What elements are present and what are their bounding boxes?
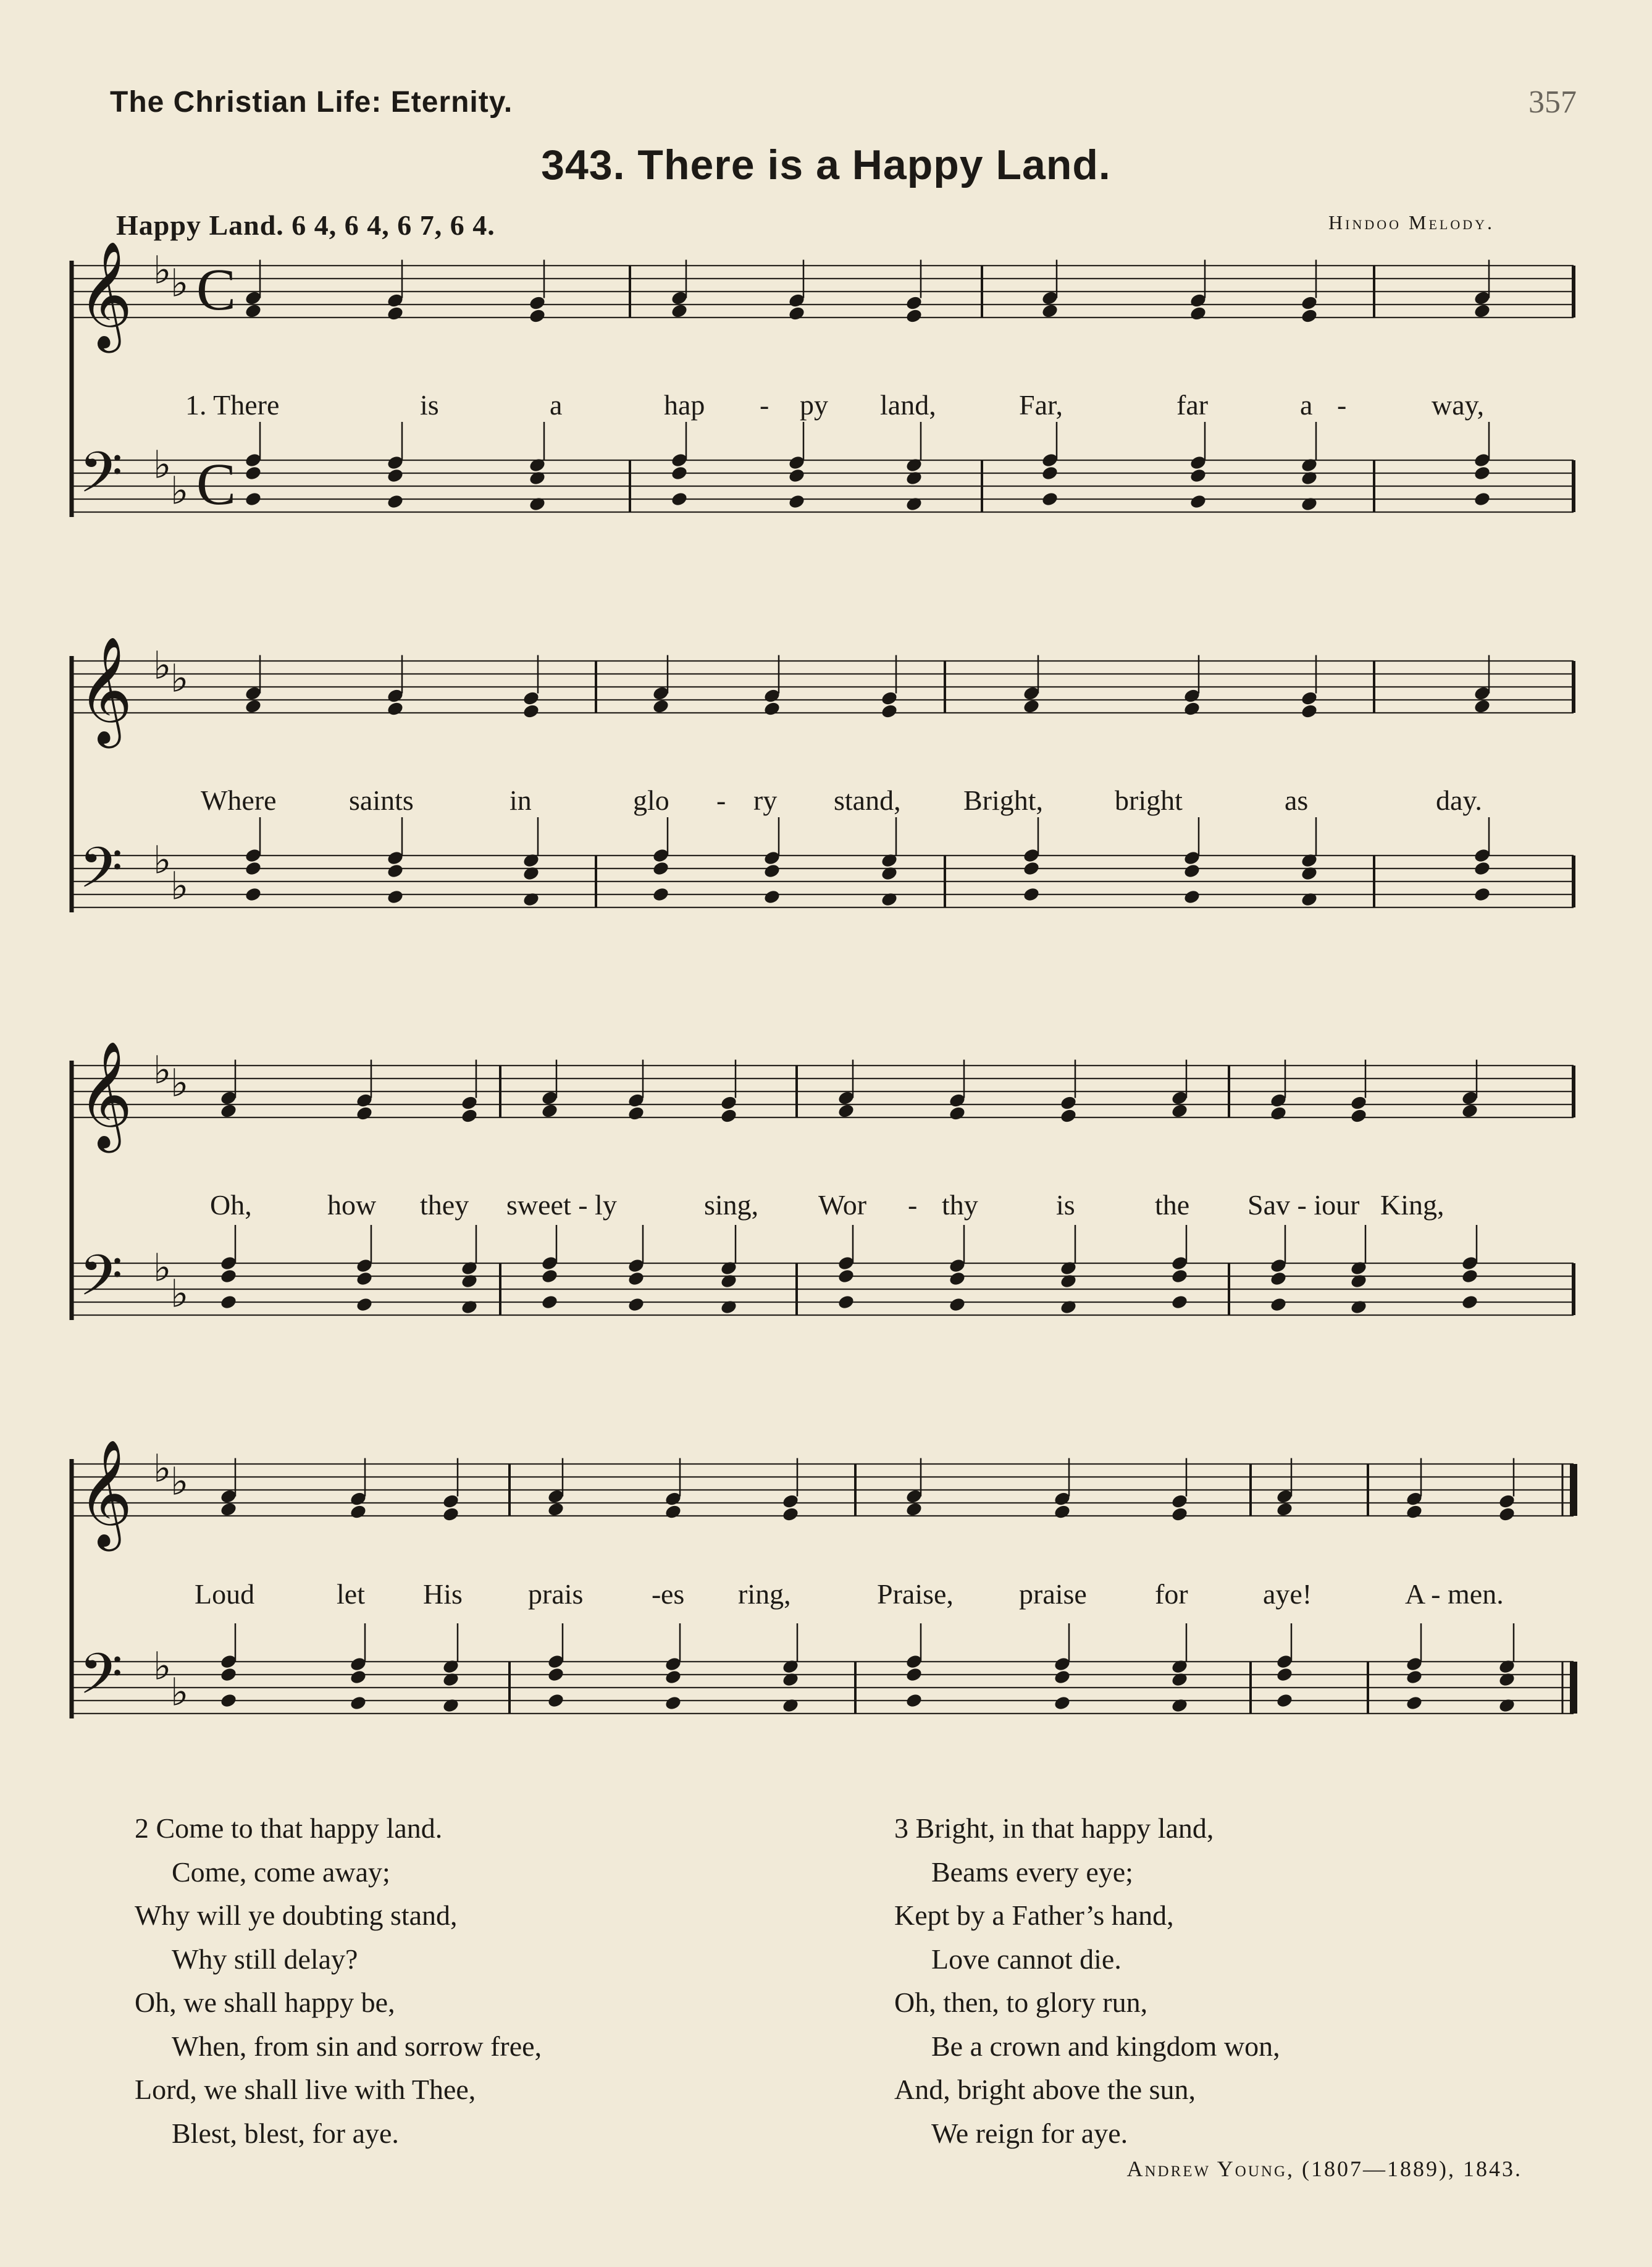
lyric-syllable: Far, xyxy=(1019,389,1063,421)
flat-treble-2-b: ♭ xyxy=(170,655,189,701)
flat-treble-4-a: ♭ xyxy=(153,1445,172,1491)
page-number: 357 xyxy=(1528,85,1577,120)
note-4-5-bass-2 xyxy=(664,1669,682,1685)
note-1-5-bass-2 xyxy=(787,468,805,484)
lyric-syllable: they xyxy=(420,1189,469,1221)
verse-2 xyxy=(135,1807,542,2155)
lyric-syllable: Bright, xyxy=(963,784,1044,816)
note-4-7-bass-3 xyxy=(905,1693,923,1709)
note-2-6-bass-3 xyxy=(880,891,898,907)
lyric-syllable: His xyxy=(423,1578,463,1610)
note-3-11-bass-2 xyxy=(1269,1271,1287,1287)
note-3-2-bass-3 xyxy=(355,1297,373,1313)
flat-treble-2-a: ♭ xyxy=(153,642,172,688)
note-2-7-treble-2 xyxy=(1022,698,1040,714)
note-2-6-bass-2 xyxy=(880,865,898,881)
note-1-6-treble-2 xyxy=(905,308,923,324)
note-4-11-treble-2 xyxy=(1405,1504,1423,1520)
note-2-6-treble-2 xyxy=(880,703,898,719)
flat-treble-4-b: ♭ xyxy=(170,1458,189,1504)
lyric-syllable: land, xyxy=(880,389,936,421)
treble-clef-2: 𝄞 xyxy=(78,636,133,744)
note-2-7-bass-3 xyxy=(1022,886,1040,902)
note-1-3-treble-2 xyxy=(528,308,546,324)
note-2-10-bass-3 xyxy=(1473,886,1491,902)
note-1-6-bass-3 xyxy=(905,496,923,512)
lyric-syllable: - xyxy=(716,784,726,816)
lyric-syllable: - xyxy=(652,1578,661,1610)
tune-name-meter: Happy Land. 6 4, 6 4, 6 7, 6 4. xyxy=(116,209,495,241)
lyric-syllable: aye! xyxy=(1263,1578,1312,1610)
note-3-12-treble-2 xyxy=(1349,1108,1367,1124)
lyric-syllable: Loud xyxy=(195,1578,255,1610)
lyric-syllable: prais xyxy=(528,1578,584,1610)
note-3-4-treble-2 xyxy=(540,1103,558,1119)
note-2-8-bass-2 xyxy=(1183,863,1201,879)
note-1-7-treble-2 xyxy=(1041,303,1059,319)
note-2-2-bass-3 xyxy=(386,889,404,905)
verse-line: 2 Come to that happy land. xyxy=(135,1812,443,1844)
lyric-syllable: - xyxy=(908,1189,918,1221)
lyric-syllable: 1. There xyxy=(185,389,280,421)
note-2-9-bass-3 xyxy=(1300,891,1318,907)
verse-line: Blest, blest, for aye. xyxy=(172,2117,399,2149)
lyric-syllable: the xyxy=(1155,1189,1190,1221)
note-3-9-bass-2 xyxy=(1059,1273,1077,1289)
bass-clef-1: 𝄢 xyxy=(79,440,123,519)
note-4-8-treble-2 xyxy=(1053,1504,1071,1520)
treble-clef-1: 𝄞 xyxy=(78,241,133,348)
note-2-4-treble-2 xyxy=(652,698,669,714)
note-4-2-treble-2 xyxy=(349,1504,367,1520)
note-4-6-bass-3 xyxy=(781,1697,799,1714)
note-2-5-bass-2 xyxy=(763,863,781,879)
lyric-syllable: sweet - ly xyxy=(506,1189,617,1221)
note-2-1-bass-2 xyxy=(244,860,262,877)
note-2-5-bass-3 xyxy=(763,889,781,905)
flat-bass-3-b: ♭ xyxy=(170,1271,189,1316)
verse-line: Love cannot die. xyxy=(931,1943,1122,1975)
note-3-3-bass-2 xyxy=(460,1273,478,1289)
note-4-11-bass-3 xyxy=(1405,1695,1423,1711)
note-3-1-bass-3 xyxy=(219,1294,237,1310)
flat-treble-3-b: ♭ xyxy=(170,1060,189,1106)
lyric-syllable: - xyxy=(760,389,769,421)
note-1-8-treble-2 xyxy=(1189,305,1207,321)
note-1-2-bass-2 xyxy=(386,468,404,484)
note-2-9-bass-2 xyxy=(1300,865,1318,881)
note-2-4-bass-3 xyxy=(652,886,669,902)
note-4-10-treble-2 xyxy=(1275,1501,1293,1517)
lyric-syllable: - xyxy=(1337,389,1347,421)
note-2-3-bass-2 xyxy=(522,865,540,881)
lyric-syllable: stand, xyxy=(834,784,901,816)
note-4-12-treble-2 xyxy=(1498,1506,1516,1522)
note-3-10-bass-2 xyxy=(1170,1268,1188,1284)
verse-line: Why will ye doubting stand, xyxy=(135,1899,458,1931)
note-3-1-bass-2 xyxy=(219,1268,237,1284)
note-4-10-bass-2 xyxy=(1275,1667,1293,1683)
note-3-5-treble-2 xyxy=(627,1105,645,1121)
lyric-syllable: Praise, xyxy=(877,1578,954,1610)
note-3-13-bass-2 xyxy=(1461,1268,1478,1284)
note-2-3-treble-2 xyxy=(522,703,540,719)
note-4-9-bass-2 xyxy=(1170,1672,1188,1688)
note-4-7-bass-2 xyxy=(905,1667,923,1683)
note-2-1-treble-2 xyxy=(244,698,262,714)
verse-line: When, from sin and sorrow free, xyxy=(172,2030,542,2062)
note-1-5-treble-2 xyxy=(787,305,805,321)
note-1-10-treble-2 xyxy=(1473,303,1491,319)
lyric-syllable: thy xyxy=(942,1189,978,1221)
note-3-9-treble-2 xyxy=(1059,1108,1077,1124)
note-4-5-bass-3 xyxy=(664,1695,682,1711)
note-1-10-bass-2 xyxy=(1473,465,1491,481)
note-4-8-bass-2 xyxy=(1053,1669,1071,1685)
note-1-3-bass-2 xyxy=(528,470,546,486)
note-2-5-treble-2 xyxy=(763,700,781,717)
lyric-syllable: glo xyxy=(633,784,669,816)
note-3-13-bass-3 xyxy=(1461,1294,1478,1310)
flat-treble-1-a: ♭ xyxy=(153,247,172,293)
lyric-syllable: let xyxy=(337,1578,365,1610)
note-2-2-bass-2 xyxy=(386,863,404,879)
note-3-5-bass-2 xyxy=(627,1271,645,1287)
lyric-syllable: Sav - iour xyxy=(1247,1189,1360,1221)
lyric-syllable: Where xyxy=(201,784,277,816)
flat-treble-1-b: ♭ xyxy=(170,260,189,306)
note-4-6-treble-2 xyxy=(781,1506,799,1522)
note-1-8-bass-2 xyxy=(1189,468,1207,484)
note-3-1-treble-2 xyxy=(219,1103,237,1119)
note-2-10-treble-2 xyxy=(1473,698,1491,714)
note-2-7-bass-2 xyxy=(1022,860,1040,877)
note-2-10-bass-2 xyxy=(1473,860,1491,877)
note-1-4-treble-2 xyxy=(670,303,688,319)
verse-line: Oh, then, to glory run, xyxy=(894,1987,1148,2018)
verse-3 xyxy=(894,1807,1280,2155)
music-score xyxy=(0,235,1652,1804)
note-3-8-bass-2 xyxy=(948,1271,966,1287)
note-1-5-bass-3 xyxy=(787,494,805,510)
note-3-5-bass-3 xyxy=(627,1297,645,1313)
note-1-4-bass-2 xyxy=(670,465,688,481)
note-4-12-bass-2 xyxy=(1498,1672,1516,1688)
lyric-syllable: hap xyxy=(664,389,705,421)
note-1-7-bass-2 xyxy=(1041,465,1059,481)
note-3-7-bass-3 xyxy=(837,1294,855,1310)
note-4-3-treble-2 xyxy=(442,1506,459,1522)
note-4-1-treble-2 xyxy=(219,1501,237,1517)
note-4-7-treble-2 xyxy=(905,1501,923,1517)
note-4-2-bass-2 xyxy=(349,1669,367,1685)
treble-clef-3: 𝄞 xyxy=(78,1041,133,1148)
note-4-9-bass-3 xyxy=(1170,1697,1188,1714)
note-4-9-treble-2 xyxy=(1170,1506,1188,1522)
note-1-6-bass-2 xyxy=(905,470,923,486)
lyric-syllable: A - men. xyxy=(1405,1578,1504,1610)
flat-treble-3-a: ♭ xyxy=(153,1047,172,1093)
time-sig-treble: C xyxy=(196,256,237,322)
flat-bass-4-a: ♭ xyxy=(153,1643,172,1689)
note-1-1-bass-2 xyxy=(244,465,262,481)
composer-credit: Hindoo Melody. xyxy=(1328,211,1495,233)
verse-line: Why still delay? xyxy=(172,1943,358,1975)
note-3-12-bass-2 xyxy=(1349,1273,1367,1289)
time-sig-bass: C xyxy=(196,451,237,517)
note-3-9-bass-3 xyxy=(1059,1299,1077,1315)
lyric-syllable: Wor xyxy=(818,1189,867,1221)
bass-clef-3: 𝄢 xyxy=(79,1243,123,1322)
lyric-syllable: es xyxy=(661,1578,685,1610)
lyric-syllable: day. xyxy=(1436,784,1482,816)
note-4-6-bass-2 xyxy=(781,1672,799,1688)
note-4-10-bass-3 xyxy=(1275,1693,1293,1709)
note-1-2-treble-2 xyxy=(386,305,404,321)
lyric-syllable: ry xyxy=(753,784,778,816)
note-1-8-bass-3 xyxy=(1189,494,1207,510)
flat-bass-1-b: ♭ xyxy=(170,468,189,513)
note-2-9-treble-2 xyxy=(1300,703,1318,719)
lyric-syllable: way, xyxy=(1432,389,1485,421)
note-4-5-treble-2 xyxy=(664,1504,682,1520)
lyric-syllable: far xyxy=(1176,389,1209,421)
verse-line: Come, come away; xyxy=(172,1856,390,1888)
lyric-syllable: is xyxy=(420,389,439,421)
note-3-8-treble-2 xyxy=(948,1105,966,1121)
note-3-7-bass-2 xyxy=(837,1268,855,1284)
lyric-syllable: for xyxy=(1155,1578,1188,1610)
verse-line: Be a crown and kingdom won, xyxy=(931,2030,1280,2062)
verse-line: 3 Bright, in that happy land, xyxy=(894,1812,1214,1844)
flat-bass-3-a: ♭ xyxy=(153,1245,172,1290)
note-1-4-bass-3 xyxy=(670,491,688,507)
note-4-11-bass-2 xyxy=(1405,1669,1423,1685)
verse-line: We reign for aye. xyxy=(931,2117,1128,2149)
note-3-3-treble-2 xyxy=(460,1108,478,1124)
note-4-4-bass-3 xyxy=(547,1693,564,1709)
flat-bass-1-a: ♭ xyxy=(153,442,172,487)
note-3-4-bass-3 xyxy=(540,1294,558,1310)
lyric-syllable: as xyxy=(1285,784,1309,816)
note-1-2-bass-3 xyxy=(386,494,404,510)
bass-clef-2: 𝄢 xyxy=(79,835,123,914)
note-4-12-bass-3 xyxy=(1498,1697,1516,1714)
lyric-syllable: a xyxy=(1300,389,1313,421)
note-3-13-treble-2 xyxy=(1461,1103,1478,1119)
lyric-syllable: bright xyxy=(1115,784,1183,816)
note-2-4-bass-2 xyxy=(652,860,669,877)
flat-bass-2-a: ♭ xyxy=(153,837,172,883)
note-2-3-bass-3 xyxy=(522,891,540,907)
note-1-1-bass-3 xyxy=(244,491,262,507)
note-3-12-bass-3 xyxy=(1349,1299,1367,1315)
verse-line: Lord, we shall live with Thee, xyxy=(135,2074,476,2105)
note-3-4-bass-2 xyxy=(540,1268,558,1284)
note-4-4-bass-2 xyxy=(547,1667,564,1683)
note-3-6-bass-2 xyxy=(719,1273,737,1289)
bass-clef-4: 𝄢 xyxy=(79,1641,123,1720)
note-1-10-bass-3 xyxy=(1473,491,1491,507)
note-2-8-bass-3 xyxy=(1183,889,1201,905)
lyric-syllable: sing, xyxy=(704,1189,759,1221)
flat-bass-4-b: ♭ xyxy=(170,1669,189,1715)
note-2-8-treble-2 xyxy=(1183,700,1201,717)
note-4-8-bass-3 xyxy=(1053,1695,1071,1711)
verse-line: Beams every eye; xyxy=(931,1856,1133,1888)
note-3-6-bass-3 xyxy=(719,1299,737,1315)
lyric-syllable: praise xyxy=(1019,1578,1087,1610)
note-2-2-treble-2 xyxy=(386,700,404,717)
hymn-title: 343. There is a Happy Land. xyxy=(541,141,1111,188)
lyric-syllable: in xyxy=(509,784,532,816)
note-4-3-bass-2 xyxy=(442,1672,459,1688)
note-1-3-bass-3 xyxy=(528,496,546,512)
lyric-syllable: ring, xyxy=(738,1578,791,1610)
lyric-syllable: is xyxy=(1056,1189,1075,1221)
treble-clef-4: 𝄞 xyxy=(78,1439,133,1547)
lyric-syllable: King, xyxy=(1380,1189,1444,1221)
note-3-10-treble-2 xyxy=(1170,1103,1188,1119)
note-4-2-bass-3 xyxy=(349,1695,367,1711)
lyric-syllable: a xyxy=(550,389,563,421)
note-4-1-bass-2 xyxy=(219,1667,237,1683)
note-3-3-bass-3 xyxy=(460,1299,478,1315)
note-2-1-bass-3 xyxy=(244,886,262,902)
note-3-2-treble-2 xyxy=(355,1105,373,1121)
note-1-9-bass-3 xyxy=(1300,496,1318,512)
note-3-6-treble-2 xyxy=(719,1108,737,1124)
verse-line: Kept by a Father’s hand, xyxy=(894,1899,1174,1931)
note-1-1-treble-2 xyxy=(244,303,262,319)
verse-line: Oh, we shall happy be, xyxy=(135,1987,395,2018)
note-4-3-bass-3 xyxy=(442,1697,459,1714)
note-4-1-bass-3 xyxy=(219,1693,237,1709)
note-3-10-bass-3 xyxy=(1170,1294,1188,1310)
lyric-syllable: Oh, xyxy=(210,1189,252,1221)
note-1-9-bass-2 xyxy=(1300,470,1318,486)
note-3-11-bass-3 xyxy=(1269,1297,1287,1313)
flat-bass-2-b: ♭ xyxy=(170,863,189,909)
note-3-11-treble-2 xyxy=(1269,1105,1287,1121)
lyric-syllable: py xyxy=(800,389,828,421)
verse-line: And, bright above the sun, xyxy=(894,2074,1196,2105)
note-3-2-bass-2 xyxy=(355,1271,373,1287)
note-3-8-bass-3 xyxy=(948,1297,966,1313)
note-1-7-bass-3 xyxy=(1041,491,1059,507)
author-attribution: Andrew Young, (1807—1889), 1843. xyxy=(1126,2156,1522,2181)
note-1-9-treble-2 xyxy=(1300,308,1318,324)
lyric-syllable: saints xyxy=(349,784,414,816)
lyric-syllable: how xyxy=(327,1189,377,1221)
running-title: The Christian Life: Eternity. xyxy=(110,86,513,119)
note-3-7-treble-2 xyxy=(837,1103,855,1119)
note-4-4-treble-2 xyxy=(547,1501,564,1517)
